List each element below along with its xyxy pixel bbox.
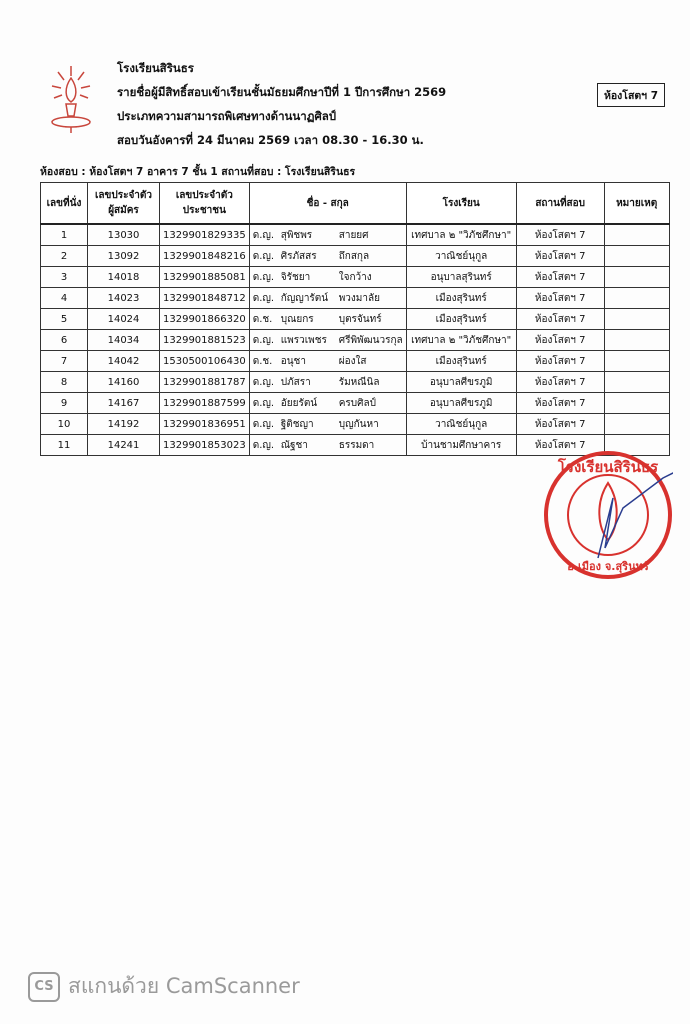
table-row (41, 414, 670, 435)
first-name: กัญญารัตน์ (280, 292, 329, 304)
school-cell: บ้านชามศึกษาคาร (406, 435, 516, 456)
col-applicant-id: เลขประจำตัว ผู้สมัคร (88, 183, 160, 225)
school-cell: เมืองสุรินทร์ (406, 351, 516, 372)
room-badge: ห้องโสตฯ 7 (597, 83, 665, 107)
school-cell: เมืองสุรินทร์ (406, 288, 516, 309)
name-cell (249, 435, 406, 456)
last-name: บุตรจันทร์ (338, 313, 382, 325)
name-cell (249, 393, 406, 414)
exam-place-cell: ห้องโสตฯ 7 (516, 288, 604, 309)
last-name: ธรรมดา (338, 439, 375, 451)
category: ประเภทความสามารถพิเศษทางด้านนาฏศิลป์ (117, 109, 337, 123)
prefix: ด.ญ. (252, 418, 275, 430)
prefix: ด.ญ. (252, 334, 275, 346)
name-cell (249, 351, 406, 372)
name-cell (249, 414, 406, 435)
school-logo-icon (50, 62, 92, 134)
citizen-id-cell: 1329901885081 (160, 267, 250, 288)
citizen-id-cell: 1329901853023 (160, 435, 250, 456)
note-cell (604, 351, 669, 372)
exam-place-cell: ห้องโสตฯ 7 (516, 372, 604, 393)
citizen-id-cell: 1329901848216 (160, 246, 250, 267)
prefix: ด.ญ. (252, 250, 275, 262)
citizen-id-cell: 1329901881787 (160, 372, 250, 393)
candidate-table (40, 182, 670, 456)
school-cell: เทศบาล ๒ "วิภัชศึกษา" (406, 330, 516, 351)
prefix: ด.ญ. (252, 376, 275, 388)
exam-location: ห้องสอบ : ห้องโสตฯ 7 อาคาร 7 ชั้น 1 สถานที่สอบ : โรงเรียนสิรินธร (40, 166, 356, 178)
seat-cell: 9 (41, 393, 88, 414)
school-cell: อนุบาลศีขรภูมิ (406, 372, 516, 393)
citizen-id-cell: 1329901866320 (160, 309, 250, 330)
name-cell (249, 288, 406, 309)
seat-cell: 4 (41, 288, 88, 309)
last-name: ใจกว้าง (338, 271, 372, 283)
name-cell (249, 267, 406, 288)
seat-cell: 2 (41, 246, 88, 267)
citizen-id-cell: 1329901848712 (160, 288, 250, 309)
applicant-id-cell: 14034 (88, 330, 160, 351)
prefix: ด.ญ. (252, 292, 275, 304)
seat-cell: 8 (41, 372, 88, 393)
exam-place-cell: ห้องโสตฯ 7 (516, 246, 604, 267)
last-name: บุญกันหา (338, 418, 379, 430)
table-row (41, 224, 670, 246)
first-name: อัยยรัตน์ (280, 397, 318, 409)
svg-text:อ.เมือง จ.สุรินทร์: อ.เมือง จ.สุรินทร์ (567, 560, 649, 573)
col-exam-place: สถานที่สอบ (516, 183, 604, 225)
seat-cell: 3 (41, 267, 88, 288)
name-cell (249, 224, 406, 246)
note-cell (604, 393, 669, 414)
school-cell: เทศบาล ๒ "วิภัชศึกษา" (406, 224, 516, 246)
table-row (41, 246, 670, 267)
applicant-id-cell: 14167 (88, 393, 160, 414)
exam-place-cell: ห้องโสตฯ 7 (516, 435, 604, 456)
col-note: หมายเหตุ (604, 183, 669, 225)
svg-text:โรงเรียนสิรินธร: โรงเรียนสิรินธร (557, 458, 659, 476)
camscanner-logo-icon: CS (28, 972, 60, 1002)
watermark-text: สแกนด้วย CamScanner (68, 974, 300, 998)
first-name: อนุชา (280, 355, 306, 367)
name-cell (249, 330, 406, 351)
table-row (41, 393, 670, 414)
note-cell (604, 224, 669, 246)
applicant-id-cell: 13030 (88, 224, 160, 246)
school-cell: วาณิชย์นุกูล (406, 246, 516, 267)
col-citizen-id: เลขประจำตัว ประชาชน (160, 183, 250, 225)
col-seat: เลขที่นั่ง (41, 183, 88, 225)
prefix: ด.ญ. (252, 439, 275, 451)
last-name: ผ่องใส (338, 355, 367, 367)
exam-place-cell: ห้องโสตฯ 7 (516, 267, 604, 288)
citizen-id-cell: 1329901836951 (160, 414, 250, 435)
exam-place-cell: ห้องโสตฯ 7 (516, 414, 604, 435)
camscanner-watermark (28, 970, 300, 1003)
applicant-id-cell: 14160 (88, 372, 160, 393)
seat-cell: 7 (41, 351, 88, 372)
last-name: พวงมาลัย (338, 292, 381, 304)
last-name: สายยศ (338, 229, 369, 241)
school-cell: วาณิชย์นุกูล (406, 414, 516, 435)
first-name: บุณยกร (280, 313, 314, 325)
applicant-id-cell: 14018 (88, 267, 160, 288)
seat-cell: 11 (41, 435, 88, 456)
note-cell (604, 246, 669, 267)
school-cell: อนุบาลสุรินทร์ (406, 267, 516, 288)
applicant-id-cell: 14024 (88, 309, 160, 330)
note-cell (604, 267, 669, 288)
prefix: ด.ญ. (252, 397, 275, 409)
exam-date: สอบวันอังคารที่ 24 มีนาคม 2569 เวลา 08.30 - 16.30 น. (117, 133, 424, 147)
first-name: ปภัสรา (280, 376, 311, 388)
last-name: ครบศิลป์ (338, 397, 376, 409)
seat-cell: 10 (41, 414, 88, 435)
table-row (41, 309, 670, 330)
seat-cell: 1 (41, 224, 88, 246)
first-name: สุพิชพร (280, 229, 313, 241)
table-row (41, 351, 670, 372)
table-row (41, 288, 670, 309)
seat-cell: 5 (41, 309, 88, 330)
citizen-id-cell: 1530500106430 (160, 351, 250, 372)
name-cell (249, 246, 406, 267)
first-name: ณัฐชา (280, 439, 308, 451)
exam-place-cell: ห้องโสตฯ 7 (516, 309, 604, 330)
school-cell: อนุบาลศีขรภูมิ (406, 393, 516, 414)
prefix: ด.ญ. (252, 229, 275, 241)
name-cell (249, 309, 406, 330)
exam-place-cell: ห้องโสตฯ 7 (516, 330, 604, 351)
note-cell (604, 414, 669, 435)
school-cell: เมืองสุรินทร์ (406, 309, 516, 330)
table-row (41, 330, 670, 351)
applicant-id-cell: 14192 (88, 414, 160, 435)
table-row (41, 372, 670, 393)
first-name: ฐิติชญา (280, 418, 314, 430)
last-name: ถึกสกุล (338, 250, 370, 262)
name-cell (249, 372, 406, 393)
seat-cell: 6 (41, 330, 88, 351)
table-header-row (41, 183, 670, 225)
note-cell (604, 372, 669, 393)
table-row (41, 267, 670, 288)
note-cell (604, 330, 669, 351)
note-cell (604, 309, 669, 330)
applicant-id-cell: 14023 (88, 288, 160, 309)
citizen-id-cell: 1329901887599 (160, 393, 250, 414)
note-cell (604, 288, 669, 309)
school-stamp (543, 448, 673, 582)
first-name: ศิรภัสสร (280, 250, 317, 262)
last-name: รัมหณีนิล (338, 376, 380, 388)
applicant-id-cell: 13092 (88, 246, 160, 267)
first-name: แพรวเพชร (280, 334, 327, 346)
citizen-id-cell: 1329901881523 (160, 330, 250, 351)
prefix: ด.ช. (252, 355, 273, 367)
prefix: ด.ญ. (252, 271, 275, 283)
exam-place-cell: ห้องโสตฯ 7 (516, 351, 604, 372)
citizen-id-cell: 1329901829335 (160, 224, 250, 246)
col-school: โรงเรียน (406, 183, 516, 225)
prefix: ด.ช. (252, 313, 273, 325)
applicant-id-cell: 14241 (88, 435, 160, 456)
col-name: ชื่อ - สกุล (249, 183, 406, 225)
document-title: รายชื่อผู้มีสิทธิ์สอบเข้าเรียนชั้นมัธยมศึกษาปีที่ 1 ปีการศึกษา 2569 (117, 85, 447, 99)
first-name: จิรัชยา (280, 271, 311, 283)
exam-place-cell: ห้องโสตฯ 7 (516, 224, 604, 246)
applicant-id-cell: 14042 (88, 351, 160, 372)
last-name: ศรีพิพัฒนวรกุล (338, 334, 403, 346)
exam-place-cell: ห้องโสตฯ 7 (516, 393, 604, 414)
school-name: โรงเรียนสิรินธร (117, 61, 194, 75)
